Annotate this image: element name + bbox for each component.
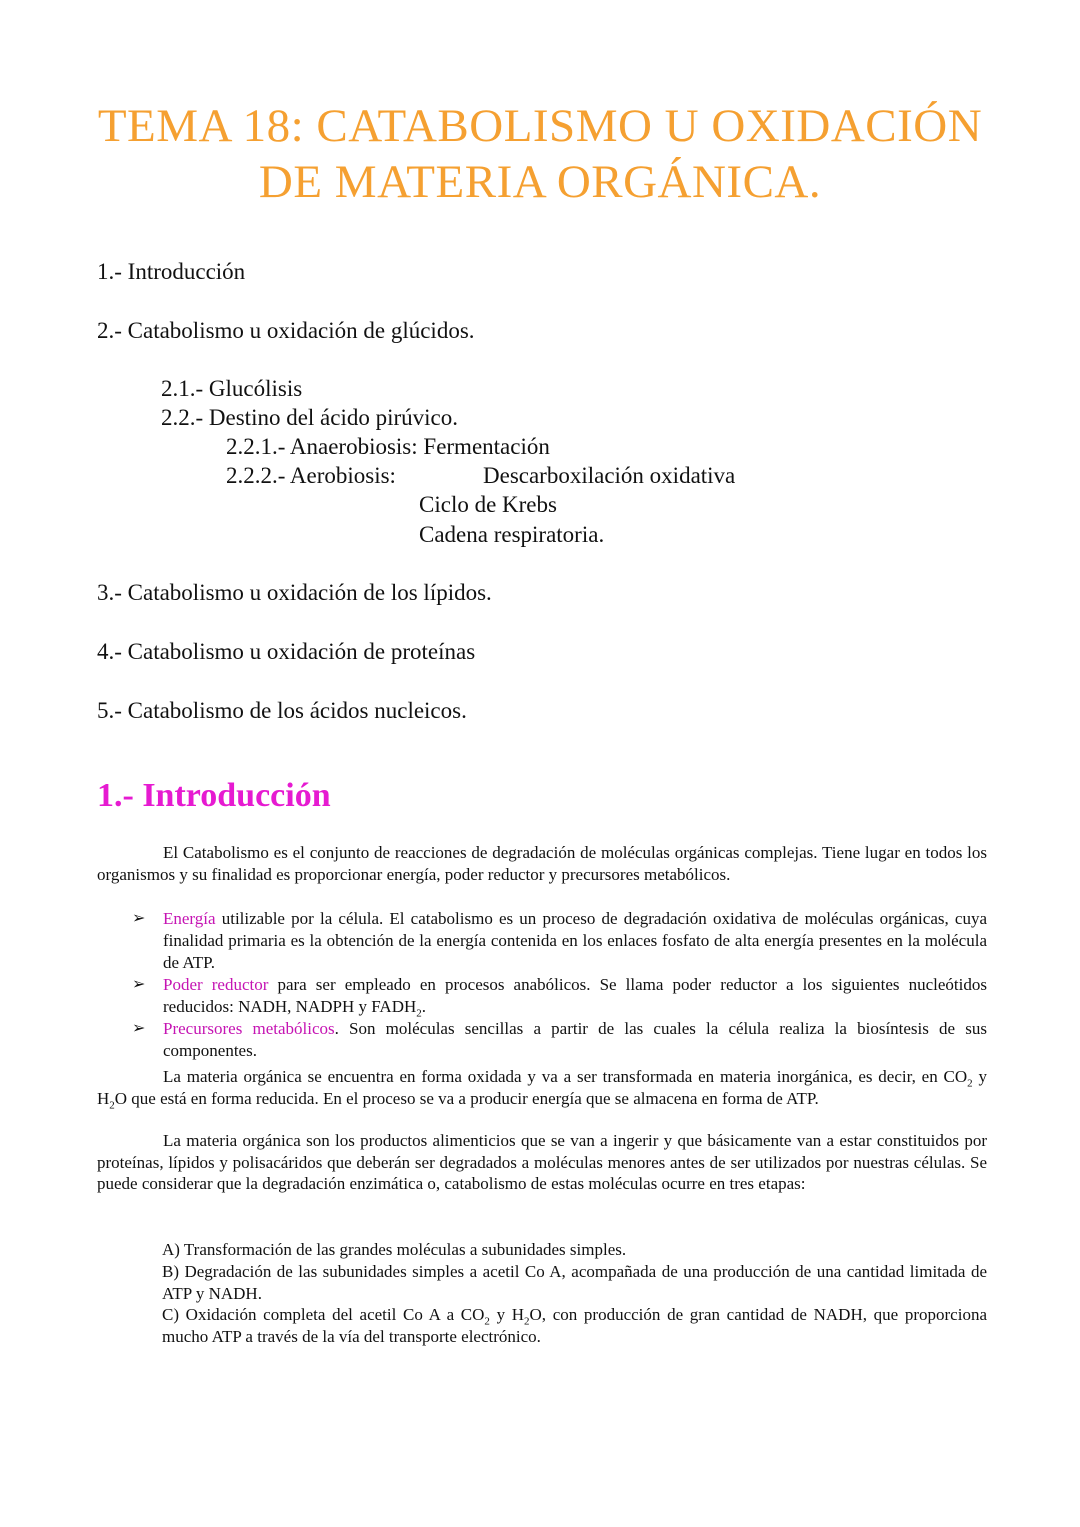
arrow-bullet-icon: ➢ xyxy=(132,1020,146,1037)
stage-c xyxy=(162,1304,987,1348)
toc-item-4: 4.- Catabolismo u oxidación de proteínas xyxy=(97,639,476,664)
term-poder-reductor: Poder reductor xyxy=(163,975,269,994)
stage-a: A) Transformación de las grandes moléculas a subunidades simples. xyxy=(162,1240,627,1259)
paragraph-materia-organica: La materia orgánica son los productos alimenticios que se van a ingerir y que básicamente van a estar constituidos por proteínas, lípidos y polisacáridos que deberán ser degradados a moléculas menores antes de ser utilizados por nuestras células. Se puede considerar que la degradación enzimática o, catabolismo de estas moléculas ocurre en tres etapas: xyxy=(97,1131,987,1193)
arrow-bullet-icon: ➢ xyxy=(132,976,146,993)
subscript: 2 xyxy=(416,1007,422,1020)
bullet-poder-reductor-text: para ser empleado en procesos anabólicos. Se llama poder reductor a los siguientes nucleótidos reducidos: NADH, NADPH y FADH xyxy=(163,975,987,1016)
intro-paragraph: El Catabolismo es el conjunto de reacciones de degradación de moléculas orgánicas complejas. Tiene lugar en todos los organismos y su finalidad es proporcionar energía, poder reductor y precursores metabólicos. xyxy=(97,843,987,884)
title-line-1: TEMA 18: CATABOLISMO U OXIDACIÓN xyxy=(97,100,983,152)
subscript: 2 xyxy=(967,1077,973,1090)
toc-item-3: 3.- Catabolismo u oxidación de los lípidos. xyxy=(97,580,492,605)
stage-b: B) Degradación de las subunidades simples a acetil Co A, acompañada de una producción de una cantidad limitada de ATP y NADH. xyxy=(162,1261,987,1303)
text-run: C) Oxidación completa del acetil Co A a CO xyxy=(162,1305,485,1325)
punctuation: . xyxy=(421,997,427,1016)
text-run: La materia orgánica se encuentra en forma oxidada y va a ser transformada en materia inorgánica, es decir, en CO xyxy=(163,1067,968,1086)
section-heading-introduccion: 1.- Introducción xyxy=(97,777,331,814)
arrow-bullet-icon: ➢ xyxy=(132,910,146,927)
paragraph-materia-oxidada xyxy=(97,1066,987,1109)
bullet-energia xyxy=(130,908,987,974)
subscript: 2 xyxy=(109,1098,115,1111)
bullet-precursores xyxy=(130,1018,987,1062)
text-run: y H xyxy=(97,1067,987,1108)
term-energia: Energía xyxy=(163,909,216,928)
bullet-list xyxy=(130,908,987,1062)
toc-item-5: 5.- Catabolismo de los ácidos nucleicos. xyxy=(97,698,467,723)
bullet-precursores-text: . Son moléculas sencillas a partir de las cuales la célula realiza la biosíntesis de sus componentes. xyxy=(163,1019,987,1060)
stages-list xyxy=(162,1239,987,1348)
bullet-poder-reductor xyxy=(130,974,987,1018)
document-title xyxy=(0,98,1080,210)
bullet-energia-text: utilizable por la célula. El catabolismo es un proceso de degradación oxidativa de moléculas orgánicas, cuya finalidad primaria es la obtención de la energía contenida en los enlaces fosfato de alta energía presentes en la molécula de ATP. xyxy=(163,909,987,972)
text-run: O, con producción de gran cantidad de NADH, que proporciona mucho ATP a través de la vía del transporte electrónico. xyxy=(162,1305,987,1347)
subscript: 2 xyxy=(484,1315,490,1328)
toc-item-2-2-2-a: Descarboxilación oxidativa xyxy=(483,463,736,488)
toc-item-2-2-2-b: Ciclo de Krebs xyxy=(419,492,557,517)
term-precursores: Precursores metabólicos xyxy=(163,1019,335,1038)
toc-item-2-2-2: 2.2.2.- Aerobiosis: xyxy=(226,463,396,488)
text-run: O que está en forma reducida. En el proceso se va a producir energía que se almacena en forma de ATP. xyxy=(114,1088,819,1108)
toc-item-2-1: 2.1.- Glucólisis xyxy=(161,376,303,401)
toc-item-1: 1.- Introducción xyxy=(97,259,246,284)
title-line-2: DE MATERIA ORGÁNICA. xyxy=(258,156,822,208)
toc-item-2: 2.- Catabolismo u oxidación de glúcidos. xyxy=(97,318,475,343)
toc-item-2-2-2-c: Cadena respiratoria. xyxy=(419,522,605,547)
toc-item-2-2: 2.2.- Destino del ácido pirúvico. xyxy=(161,405,459,430)
subscript: 2 xyxy=(524,1315,530,1328)
toc-item-2-2-1: 2.2.1.- Anaerobiosis: Fermentación xyxy=(226,434,550,459)
text-run: y H xyxy=(489,1305,525,1325)
